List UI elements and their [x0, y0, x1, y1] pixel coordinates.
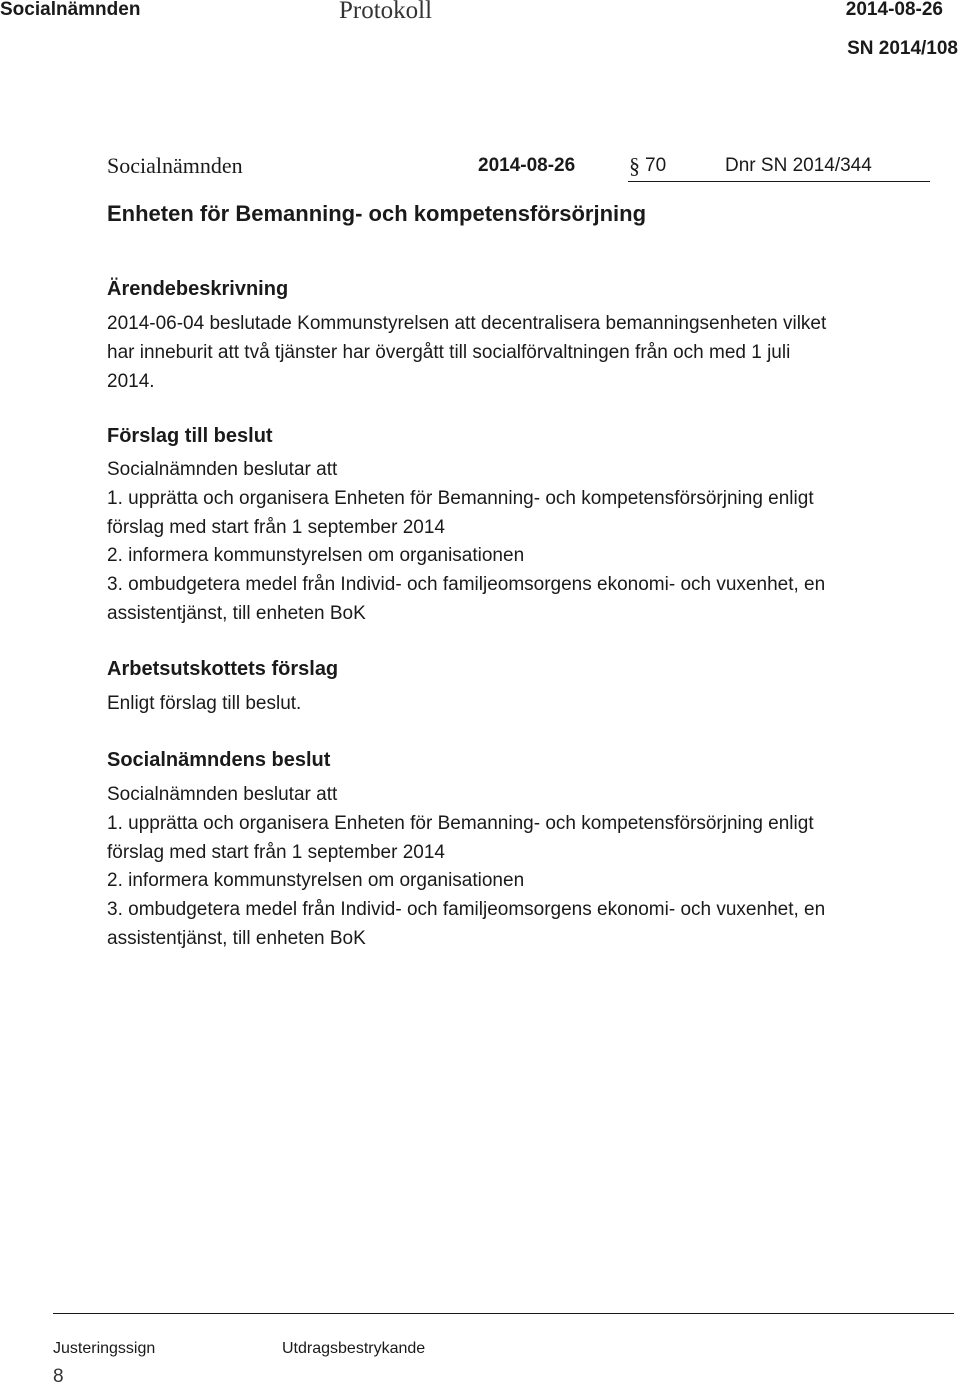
decision-line: 1. upprätta och organisera Enheten för Bemanning- och kompetensförsörjning enligt — [107, 812, 814, 834]
proposal-line: Socialnämnden beslutar att — [107, 459, 338, 480]
header-ref: SN 2014/108 — [847, 38, 958, 59]
decision-line: 3. ombudgetera medel från Individ- och familjeomsorgens ekonomi- och vuxenhet, en — [107, 899, 826, 921]
header-org: Socialnämnden — [0, 0, 141, 20]
proposal-line: assistentjänst, till enheten BoK — [107, 602, 366, 624]
header-doc-type: Protokoll — [339, 0, 433, 24]
dnr-number: Dnr SN 2014/344 — [725, 155, 872, 176]
excerpt-label: Utdragsbestrykande — [282, 1340, 426, 1357]
paragraph-org: Socialnämnden — [107, 153, 243, 178]
header-underline — [628, 181, 930, 182]
decision-line: förslag med start från 1 september 2014 — [107, 841, 445, 863]
proposal-line: förslag med start från 1 september 2014 — [107, 516, 445, 538]
proposal-heading: Förslag till beslut — [107, 425, 273, 447]
proposal-line: 3. ombudgetera medel från Individ- och familjeomsorgens ekonomi- och vuxenhet, en — [107, 574, 826, 596]
decision-line: Socialnämnden beslutar att — [107, 784, 338, 805]
proposal-body — [107, 456, 937, 629]
footer-rule — [53, 1313, 954, 1314]
decision-line: 2. informera kommunstyrelsen om organisationen — [107, 870, 525, 892]
paragraph-date: 2014-08-26 — [478, 155, 576, 176]
signature-label: Justeringssign — [53, 1340, 156, 1357]
proposal-line: 2. informera kommunstyrelsen om organisationen — [107, 545, 525, 567]
decision-body — [107, 781, 937, 954]
case-title: Enheten för Bemanning- och kompetensförsörjning — [107, 201, 647, 226]
description-line: har inneburit att två tjänster har övergått till socialförvaltningen från och med 1 juli — [107, 341, 791, 363]
page-number: 8 — [53, 1366, 64, 1387]
description-line: 2014-06-04 beslutade Kommunstyrelsen att decentralisera bemanningsenheten vilket — [107, 313, 827, 334]
decision-heading: Socialnämndens beslut — [107, 749, 331, 771]
section-number: 70 — [645, 155, 667, 176]
description-body — [107, 310, 937, 396]
section-symbol: § — [629, 153, 640, 178]
proposal-line: 1. upprätta och organisera Enheten för Bemanning- och kompetensförsörjning enligt — [107, 487, 814, 509]
committee-line: Enligt förslag till beslut. — [107, 693, 302, 714]
committee-body — [107, 690, 937, 719]
decision-line: assistentjänst, till enheten BoK — [107, 927, 366, 949]
committee-heading: Arbetsutskottets förslag — [107, 658, 339, 680]
description-line: 2014. — [107, 370, 155, 392]
description-heading: Ärendebeskrivning — [107, 278, 289, 300]
header-date: 2014-08-26 — [845, 0, 943, 20]
